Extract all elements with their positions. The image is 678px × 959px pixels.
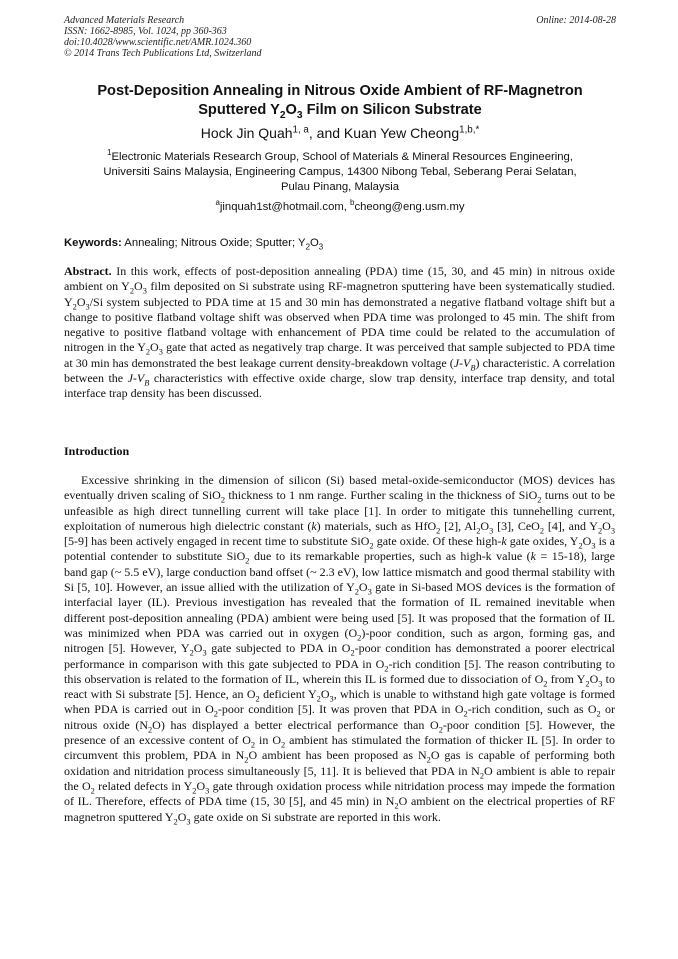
intro-subscript: 2 — [426, 755, 431, 765]
title-subscript: 3 — [296, 109, 303, 121]
introduction-heading: Introduction — [64, 444, 130, 458]
intro-subscript: 2 — [213, 709, 218, 719]
intro-subscript: 2 — [479, 771, 485, 781]
email-link[interactable]: cheong@eng.usm.my — [354, 201, 465, 213]
intro-text: or nitrous oxide (N — [64, 702, 616, 732]
journal-doi: doi:10.4028/www.scientific.net/AMR.1024.360 — [64, 37, 252, 48]
abstract-subscript: B — [470, 363, 476, 373]
intro-subscript: 2 — [476, 526, 481, 536]
keywords-label: Keywords: — [64, 237, 122, 249]
title-line-2 — [64, 101, 616, 120]
intro-subscript: 2 — [173, 816, 178, 826]
intro-text: related defects in Y — [94, 778, 193, 793]
abstract-subscript: B — [144, 378, 150, 388]
intro-text: gate through oxidation process while nitridation process may impede the formation of IL. Therefore, effects of PDA time (15, 30 [5], and 45 min) in N — [64, 778, 615, 809]
abstract-text: O — [76, 294, 86, 309]
intro-subscript: 2 — [369, 541, 374, 551]
journal-name: Advanced Materials Research — [64, 15, 185, 26]
intro-text: O — [320, 687, 330, 702]
intro-subscript: 2 — [90, 786, 95, 796]
email-link[interactable]: jinquah1st@hotmail.com — [219, 201, 344, 213]
intro-italic: k — [501, 534, 507, 549]
abstract-label: Abstract. — [64, 264, 112, 278]
intro-subscript: 2 — [350, 648, 355, 658]
abstract-subscript: 3 — [158, 347, 163, 357]
abstract-subscript: 2 — [72, 301, 77, 311]
abstract-italic: J-V — [453, 355, 471, 370]
abstract-subscript: 2 — [129, 286, 135, 296]
intro-subscript: 2 — [244, 755, 249, 765]
keywords-subscript: 3 — [318, 242, 324, 252]
intro-text: to react with Si substrate [5]. Hence, an O — [64, 671, 615, 702]
intro-subscript: 2 — [596, 709, 601, 719]
author-name: Hock Jin Quah — [200, 125, 293, 141]
intro-text: Excessive shrinking in the dimension of silicon (Si) based metal-oxide-semiconductor (MOS) devices has eventually driven scaling of SiO — [64, 473, 615, 503]
intro-text: O ambient on the electrical properties of RF magnetron sputtered Y — [64, 794, 615, 824]
intro-text: O — [589, 671, 599, 686]
keywords-text: Annealing; Nitrous Oxide; Sputter; Y — [121, 237, 306, 249]
author-affiliation-mark: 1,b,* — [459, 124, 480, 136]
intro-text: [5-9] has been actively engaged in recent time to substitute SiO — [64, 534, 370, 549]
intro-subscript: 2 — [394, 801, 399, 811]
intro-text: [2], Al — [440, 518, 477, 533]
intro-subscript: 2 — [357, 633, 362, 643]
affiliation-line — [64, 150, 616, 165]
intro-text: gate subjected to PDA in O — [206, 641, 351, 656]
intro-subscript: 3 — [610, 526, 615, 536]
title-line-1: Post-Deposition Annealing in Nitrous Oxide Ambient of RF-Magnetron — [97, 83, 583, 99]
journal-header — [64, 15, 616, 59]
abstract-subscript: 2 — [145, 347, 151, 357]
intro-text: from Y — [547, 671, 586, 686]
intro-text: , which is unable to withstand high gate voltage is formed when PDA is carried out in O — [64, 687, 615, 717]
author-affiliation-mark: 1, a — [292, 124, 309, 136]
abstract-subscript: 3 — [142, 286, 147, 296]
intro-subscript: 2 — [578, 541, 583, 551]
affiliation-line: Universiti Sains Malaysia, Engineering Campus, 14300 Nibong Tebal, Seberang Perai Selatan, — [103, 166, 577, 178]
intro-text: due to its remarkable properties, such as high-k value ( — [249, 549, 531, 564]
keywords-subscript: 2 — [305, 242, 310, 252]
intro-subscript: 2 — [245, 556, 250, 566]
intro-subscript: 3 — [186, 816, 191, 826]
paper-title — [64, 82, 616, 120]
affiliation-mark: 1 — [107, 148, 112, 158]
intro-text: O — [196, 778, 206, 793]
intro-text: -poor condition has demonstrated a poorer electrical performance in comparison with this gate subjected to PDA in O — [64, 641, 615, 671]
title-text: Sputtered Y — [198, 102, 280, 118]
intro-italic: k — [530, 549, 536, 564]
intro-subscript: 2 — [147, 725, 153, 735]
intro-subscript: 2 — [537, 495, 542, 505]
intro-subscript: 2 — [436, 526, 441, 536]
affiliation — [64, 150, 616, 195]
intro-text: ) materials, such as HfO — [316, 518, 437, 533]
intro-subscript: 2 — [354, 587, 359, 597]
author-name: , and Kuan Yew Cheong — [308, 125, 460, 141]
intro-subscript: 3 — [367, 587, 372, 597]
intro-subscript: 2 — [438, 725, 443, 735]
intro-subscript: 3 — [205, 786, 210, 796]
email-line — [64, 200, 616, 215]
intro-text: -poor condition [5]. However, the presence of an excessive content of O — [64, 717, 615, 748]
intro-subscript: 3 — [202, 648, 207, 658]
intro-text: gate oxide on Si substrate are reported in this work. — [190, 809, 441, 824]
journal-issn: ISSN: 1662-8985, Vol. 1024, pp 360-363 — [64, 26, 227, 37]
affiliation-text: Electronic Materials Research Group, School of Materials & Mineral Resources Engineering, — [111, 151, 573, 163]
intro-text: O) has displayed a better electrical performance than O — [152, 717, 439, 732]
intro-text: O — [358, 580, 368, 595]
abstract-text: O — [150, 340, 159, 355]
introduction-body — [64, 473, 615, 825]
intro-text: O — [582, 534, 592, 549]
intro-text: O — [177, 809, 187, 824]
abstract-subscript: 3 — [85, 301, 90, 311]
intro-text: -poor condition [5]. It was proven that PDA in O — [217, 702, 464, 717]
abstract-text: film deposited on Si substrate using RF-magnetron sputtering have been systematically studied. Y — [64, 279, 616, 309]
intro-subscript: 2 — [189, 648, 194, 658]
intro-text: O ambient is able to repair the O — [64, 763, 615, 793]
email-separator: , — [343, 201, 351, 213]
title-subscript: 2 — [279, 109, 286, 121]
journal-copyright: © 2014 Trans Tech Publications Ltd, Switzerland — [64, 48, 262, 59]
intro-subscript: 2 — [597, 526, 603, 536]
intro-italic: k — [311, 518, 317, 533]
title-text: O — [285, 102, 297, 118]
intro-text: )-poor condition, such as argon, forming gas, and nitrogen [5]. However, Y — [64, 625, 615, 656]
intro-subscript: 2 — [192, 786, 197, 796]
abstract-text: In this work, effects of post-deposition annealing (PDA) time (15, 30, and 45 min) in nitrous oxide ambient on Y — [64, 264, 615, 294]
intro-text: gate oxides, Y — [506, 534, 579, 549]
intro-text: O — [480, 518, 490, 533]
keywords — [64, 236, 616, 251]
intro-subscript: 2 — [384, 663, 389, 673]
keywords-text: O — [309, 237, 319, 249]
abstract-text: gate that acted as negatively trap charge. It was perceived that sample subjected to PDA time at 30 min has demonstrated the best leakage current density-breakdown voltage ( — [64, 340, 615, 370]
intro-text: -rich condition, such as O — [467, 702, 597, 717]
author-list — [64, 124, 616, 142]
intro-subscript: 2 — [281, 740, 286, 750]
intro-text: O gas is capable of performing both oxidation and nitridation process simultaneously [5, 11]. It is believed that PDA in N — [64, 748, 615, 778]
intro-subscript: 2 — [255, 694, 260, 704]
intro-text: O ambient has been proposed as N — [248, 748, 427, 763]
intro-text: O — [602, 518, 611, 533]
abstract-italic: J-V — [127, 371, 145, 386]
intro-text: thickness to 1 nm range. Further scaling in the thickness of SiO — [225, 488, 538, 503]
online-date: Online: 2014-08-28 — [536, 15, 616, 26]
intro-text: gate in Si-based MOS devices is the formation of interfacial layer (IL). Previous investigation has revealed that the formation of IL remained inevitable when different post-deposition annealing (PDA) ambient were being used [5]. It was proposed that the formation of IL was minimized when PDA was carried out in oxygen (O — [64, 580, 615, 640]
intro-subscript: 2 — [220, 495, 226, 505]
intro-text: is a potential contender to substitute SiO — [64, 534, 615, 564]
intro-subscript: 2 — [585, 679, 590, 689]
intro-subscript: 3 — [591, 541, 596, 551]
intro-subscript: 2 — [539, 526, 545, 536]
abstract — [64, 264, 615, 402]
title-text: Film on Silicon Substrate — [302, 102, 482, 118]
intro-subscript: 2 — [250, 740, 256, 750]
abstract-text: characteristics with effective oxide charge, slow trap density, interface trap density, and total interface trap density has been discussed. — [64, 371, 616, 401]
intro-subscript: 2 — [316, 694, 321, 704]
intro-text: deficient Y — [259, 687, 317, 702]
intro-subscript: 3 — [329, 694, 334, 704]
abstract-text: ) characteristic. A correlation between the — [64, 355, 615, 386]
intro-text: in O — [255, 733, 281, 748]
intro-text: O — [193, 641, 203, 656]
intro-text: [3], CeO — [493, 518, 540, 533]
abstract-text: O — [134, 279, 143, 294]
abstract-text: /Si system subjected to PDA time at 15 and 30 min has demonstrated a negative flatband voltage shift but a change to positive flatband voltage shift was observed when PDA time was prolonged to 45 min. The shift from negative to positive flatband voltage with enhancement of PDA time could be related to the accumulation of nitrogen in the Y — [64, 294, 615, 355]
intro-text: [4], and Y — [544, 518, 598, 533]
intro-text: -rich condition [5]. The reason contributing to this observation is related to the formation of IL, wherein this IL is formed due to dissociation of O — [64, 656, 615, 686]
intro-text: ambient has stimulated the formation of thicker IL [5]. In order to circumvent this problem, PDA in N — [64, 733, 615, 763]
intro-text: turns out to be unfeasible as high direct tunnelling current will take place [1]. In order to mitigate this tunnehelling current, exploitation of numerous high dielectric constant ( — [64, 488, 616, 533]
intro-text: = 15-18), large band gap (~ 5.5 eV), large conduction band offset (~ 2.3 eV), low lattice mismatch and good thermal stability with Si [5, 10]. However, an issue allied with the utilization of Y — [64, 549, 615, 595]
email-mark: a — [215, 198, 220, 208]
email-mark: b — [350, 198, 355, 208]
intro-text: gate oxide. Of these high- — [373, 534, 502, 549]
intro-subscript: 3 — [598, 679, 603, 689]
intro-subscript: 2 — [463, 709, 468, 719]
intro-subscript: 3 — [489, 526, 494, 536]
intro-subscript: 2 — [543, 679, 548, 689]
affiliation-line: Pulau Pinang, Malaysia — [280, 181, 400, 193]
